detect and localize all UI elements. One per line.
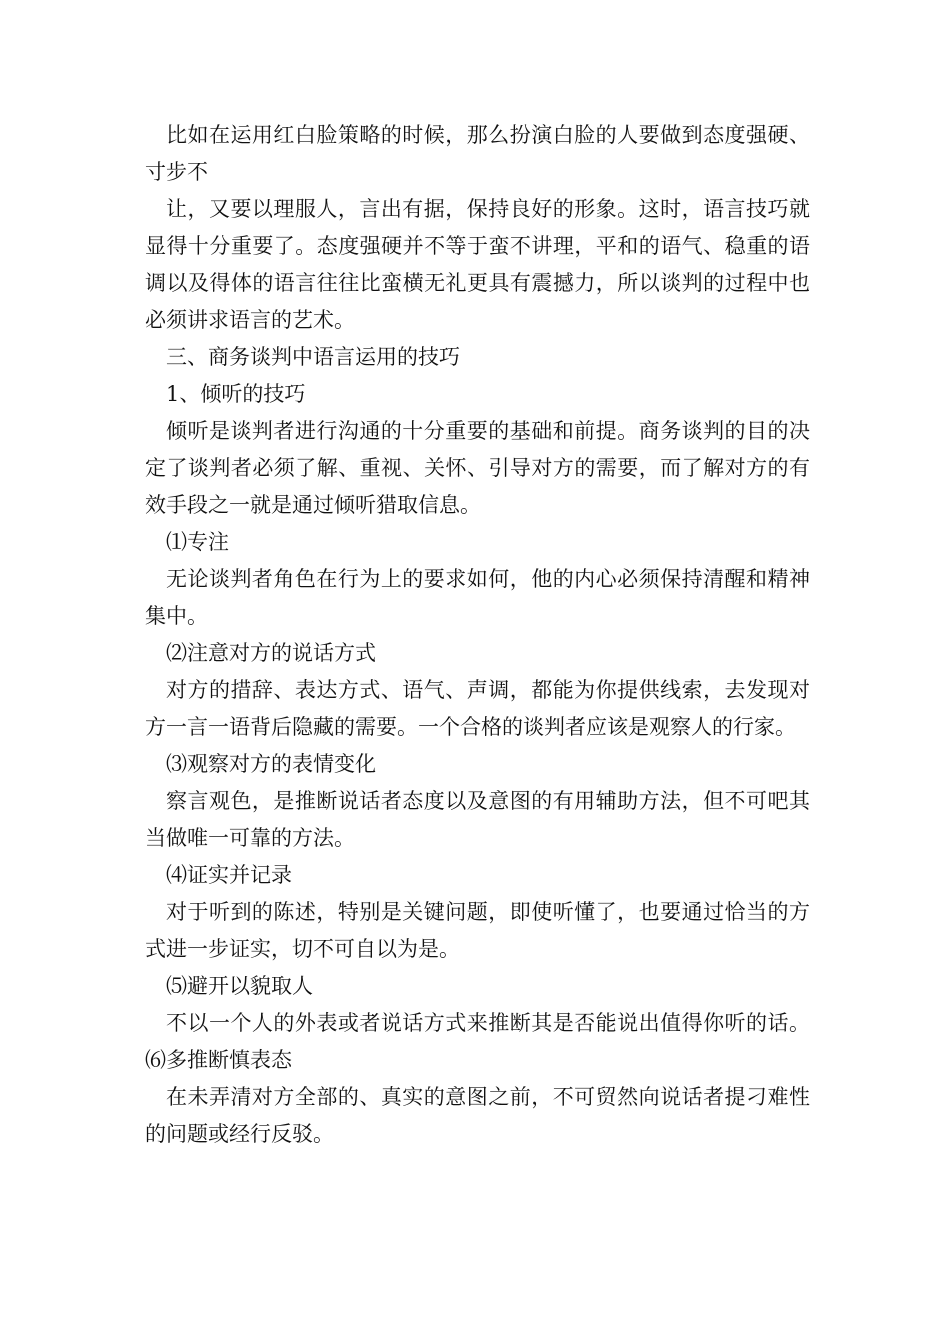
document-body — [145, 117, 810, 1153]
paragraph-focus: 无论谈判者角色在行为上的要求如何，他的内心必须保持清醒和精神集中。 — [145, 567, 810, 628]
paragraph-verify: 对于听到的陈述，特别是关键问题，即使听懂了，也要通过恰当的方式进一步证实，切不可自以为是。 — [145, 900, 810, 961]
paragraph-appearance: 不以一个人的外表或者说话方式来推断其是否能说出值得你听的话。⑹多推断慎表态 — [145, 1011, 810, 1072]
item-heading-verify: ⑷证实并记录 — [166, 863, 292, 887]
paragraph-strategy-intro: 比如在运用红白脸策略的时候，那么扮演白脸的人要做到态度强硬、寸步不 — [145, 123, 810, 184]
item-heading-speaking-style: ⑵注意对方的说话方式 — [166, 641, 376, 665]
subsection-heading-listening: 1、倾听的技巧 — [166, 382, 306, 406]
item-heading-expression: ⑶观察对方的表情变化 — [166, 752, 376, 776]
paragraph-listening-intro: 倾听是谈判者进行沟通的十分重要的基础和前提。商务谈判的目的决定了谈判者必须了解、重视、关怀、引导对方的需要，而了解对方的有效手段之一就是通过倾听猎取信息。 — [145, 419, 810, 517]
item-heading-appearance: ⑸避开以貌取人 — [166, 974, 313, 998]
paragraph-strategy-continued: 让，又要以理服人，言出有据，保持良好的形象。这时，语言技巧就显得十分重要了。态度强硬并不等于蛮不讲理，平和的语气、稳重的语调以及得体的语言往往比蛮横无礼更具有震撼力，所以谈判的过程中也必须讲求语言的艺术。 — [145, 197, 810, 332]
paragraph-judgment: 在未弄清对方全部的、真实的意图之前，不可贸然向说话者提刁难性的问题或经行反驳。 — [145, 1085, 810, 1146]
item-heading-focus: ⑴专注 — [166, 530, 229, 554]
paragraph-expression: 察言观色，是推断说话者态度以及意图的有用辅助方法，但不可吧其当做唯一可靠的方法。 — [145, 789, 810, 850]
section-heading-language-skills: 三、商务谈判中语言运用的技巧 — [166, 345, 460, 369]
paragraph-speaking-style: 对方的措辞、表达方式、语气、声调，都能为你提供线索，去发现对方一言一语背后隐藏的需要。一个合格的谈判者应该是观察人的行家。 — [145, 678, 810, 739]
